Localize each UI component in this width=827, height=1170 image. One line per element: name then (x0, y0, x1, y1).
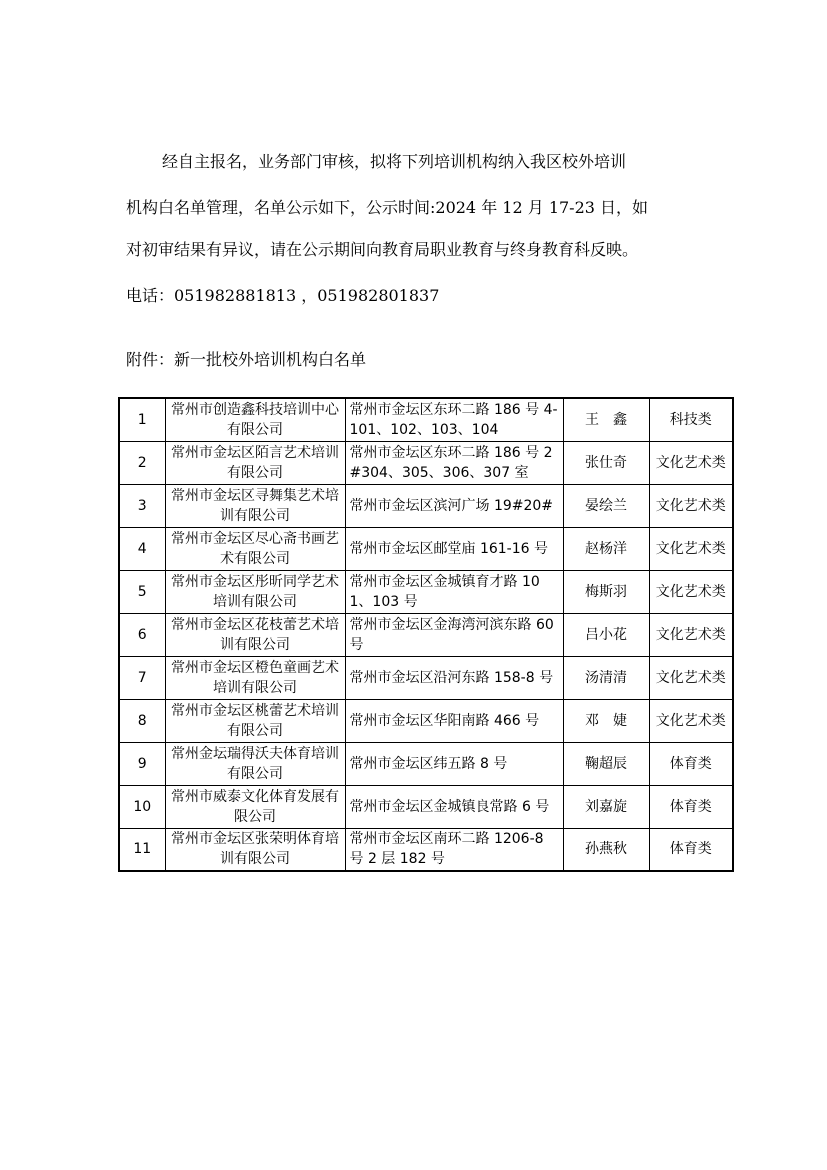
institution-name (165, 527, 345, 570)
contact-person-text: 张仕奇 (585, 454, 627, 471)
contact-person-text: 汤清清 (585, 669, 627, 686)
category (649, 828, 733, 871)
category-text: 文化艺术类 (655, 712, 726, 729)
contact-person (563, 742, 649, 785)
table-row (119, 441, 733, 484)
table-row (119, 484, 733, 527)
row-number-text: 2 (137, 454, 147, 471)
notice-line-3: 对初审结果有异议，请在公示期间向教育局职业教育与终身教育科反映。 (126, 240, 639, 259)
notice-phone-line: 电话：051982881813 ，051982801837 (126, 286, 440, 305)
whitelist-table (118, 397, 734, 872)
row-number (119, 699, 165, 742)
category-text: 文化艺术类 (655, 669, 726, 686)
institution-address (345, 527, 563, 570)
institution-address-text: 常州市金坛区金城镇育才路 101、103 号 (349, 573, 540, 610)
notice-line-2: 机构白名单管理，名单公示如下，公示时间:2024 年 12 月 17-23 日，如 (126, 198, 649, 217)
institution-name (165, 441, 345, 484)
institution-name-text: 常州市金坛区彤昕同学艺术培训有限公司 (171, 573, 339, 610)
table-row (119, 785, 733, 828)
institution-name (165, 785, 345, 828)
notice-line-1: 经自主报名，业务部门审核，拟将下列培训机构纳入我区校外培训 (162, 152, 627, 171)
institution-address (345, 613, 563, 656)
row-number-text: 10 (133, 798, 152, 815)
institution-address (345, 441, 563, 484)
institution-name (165, 742, 345, 785)
contact-person-text: 吕小花 (585, 626, 627, 643)
institution-address-text: 常州市金坛区滨河广场 19#20# (349, 497, 554, 514)
institution-name-text: 常州市创造鑫科技培训中心有限公司 (171, 401, 339, 438)
institution-name-text: 常州金坛瑞得沃夫体育培训有限公司 (171, 745, 339, 782)
row-number-text: 8 (137, 712, 147, 729)
contact-person (563, 613, 649, 656)
category-text: 科技类 (669, 411, 712, 428)
institution-address (345, 656, 563, 699)
row-number-text: 11 (133, 841, 152, 858)
row-number-text: 1 (137, 411, 147, 428)
contact-person-text: 刘嘉旋 (585, 798, 627, 815)
category (649, 699, 733, 742)
contact-person-text: 赵杨洋 (585, 540, 627, 557)
institution-address (345, 828, 563, 871)
contact-person (563, 656, 649, 699)
row-number-text: 5 (137, 583, 147, 600)
institution-name-text: 常州市金坛区尽心斋书画艺术有限公司 (171, 530, 339, 567)
institution-name-text: 常州市金坛区寻舞集艺术培训有限公司 (171, 487, 339, 524)
category-text: 体育类 (669, 755, 712, 772)
category (649, 613, 733, 656)
category-text: 文化艺术类 (655, 497, 726, 514)
category (649, 742, 733, 785)
contact-person (563, 441, 649, 484)
category-text: 文化艺术类 (655, 583, 726, 600)
institution-address-text: 常州市金坛区沿河东路 158-8 号 (349, 669, 554, 686)
institution-address-text: 常州市金坛区金城镇良常路 6 号 (349, 798, 550, 815)
institution-name (165, 828, 345, 871)
row-number (119, 527, 165, 570)
institution-name-text: 常州市金坛区陌言艺术培训有限公司 (171, 444, 339, 481)
row-number-text: 3 (137, 497, 147, 514)
contact-person (563, 699, 649, 742)
institution-name (165, 570, 345, 613)
row-number-text: 7 (137, 669, 147, 686)
row-number (119, 484, 165, 527)
table-row (119, 742, 733, 785)
institution-address-text: 常州市金坛区南环二路 1206-8 号 2 层 182 号 (349, 831, 544, 868)
institution-name (165, 484, 345, 527)
category (649, 398, 733, 441)
contact-person-text: 孙燕秋 (585, 841, 627, 858)
institution-address (345, 570, 563, 613)
institution-address (345, 699, 563, 742)
table-row (119, 828, 733, 871)
contact-person (563, 785, 649, 828)
contact-person (563, 484, 649, 527)
row-number-text: 6 (137, 626, 147, 643)
institution-address-text: 常州市金坛区东环二路 186 号 4-101、102、103、104 (349, 401, 558, 438)
category-text: 文化艺术类 (655, 540, 726, 557)
category (649, 527, 733, 570)
table-row (119, 656, 733, 699)
institution-name (165, 398, 345, 441)
row-number (119, 656, 165, 699)
row-number (119, 785, 165, 828)
row-number (119, 570, 165, 613)
contact-person (563, 527, 649, 570)
contact-person (563, 570, 649, 613)
table-row (119, 570, 733, 613)
contact-person (563, 398, 649, 441)
table-row (119, 527, 733, 570)
institution-address-text: 常州市金坛区纬五路 8 号 (349, 755, 508, 772)
institution-address (345, 742, 563, 785)
category (649, 656, 733, 699)
contact-person-text: 梅斯羽 (585, 583, 627, 600)
category-text: 文化艺术类 (655, 454, 726, 471)
category-text: 体育类 (669, 798, 712, 815)
institution-name (165, 613, 345, 656)
category (649, 785, 733, 828)
attachment-title: 附件：新一批校外培训机构白名单 (126, 350, 367, 369)
table-row (119, 398, 733, 441)
category (649, 570, 733, 613)
table-row (119, 613, 733, 656)
row-number-text: 9 (137, 755, 147, 772)
row-number-text: 4 (137, 540, 147, 557)
row-number (119, 613, 165, 656)
contact-person-text: 王 鑫 (585, 411, 627, 428)
institution-name-text: 常州市金坛区橙色童画艺术培训有限公司 (171, 659, 339, 696)
institution-address (345, 484, 563, 527)
contact-person (563, 828, 649, 871)
contact-person-text: 晏绘兰 (585, 497, 627, 514)
category-text: 文化艺术类 (655, 626, 726, 643)
institution-address (345, 398, 563, 441)
institution-name (165, 656, 345, 699)
institution-address-text: 常州市金坛区华阳南路 466 号 (349, 712, 540, 729)
table-row (119, 699, 733, 742)
contact-person-text: 邓 婕 (585, 712, 627, 729)
row-number (119, 398, 165, 441)
institution-address-text: 常州市金坛区邮堂庙 161-16 号 (349, 540, 548, 557)
institution-name-text: 常州市金坛区张荣明体育培训有限公司 (171, 831, 339, 868)
category (649, 484, 733, 527)
institution-address (345, 785, 563, 828)
institution-name-text: 常州市威泰文化体育发展有限公司 (171, 788, 339, 825)
contact-person-text: 鞠超辰 (585, 755, 627, 772)
institution-name (165, 699, 345, 742)
institution-address-text: 常州市金坛区东环二路 186 号 2#304、305、306、307 室 (349, 444, 553, 481)
institution-address-text: 常州市金坛区金海湾河滨东路 60 号 (349, 616, 554, 653)
row-number (119, 828, 165, 871)
institution-name-text: 常州市金坛区桃蕾艺术培训有限公司 (171, 702, 339, 739)
row-number (119, 441, 165, 484)
category (649, 441, 733, 484)
category-text: 体育类 (669, 841, 712, 858)
row-number (119, 742, 165, 785)
institution-name-text: 常州市金坛区花枝蕾艺术培训有限公司 (171, 616, 339, 653)
